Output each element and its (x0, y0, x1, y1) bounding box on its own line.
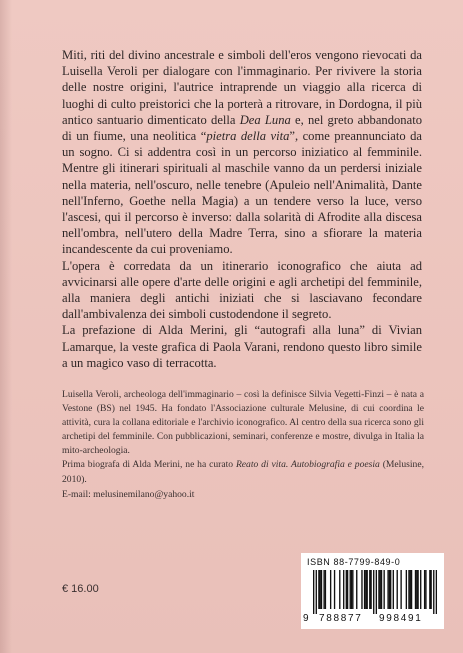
barcode-bar (318, 570, 319, 609)
barcode-bar (350, 570, 351, 609)
bio-paragraph-2: Prima biografa di Alda Merini, ne ha curato Reato di vita. Autobiografia e poesia (Melusine, 2010). (62, 459, 424, 485)
barcode-bar (393, 570, 394, 609)
barcode-bar (411, 570, 412, 609)
barcode-bar (433, 570, 434, 614)
barcode-bar (416, 570, 417, 609)
barcode-bar (361, 570, 362, 609)
barcode-bar (323, 570, 324, 609)
barcode-bar (370, 570, 371, 609)
barcode-bar (430, 570, 431, 609)
barcode-left-group: 788877 (319, 613, 363, 624)
barcode-right-group: 998491 (379, 613, 423, 624)
barcode-bar (390, 570, 391, 609)
barcode-bar (397, 570, 398, 609)
barcode-bar (325, 570, 326, 609)
barcode-bar (436, 570, 437, 614)
book-description (62, 47, 422, 371)
barcode-bar (356, 570, 357, 609)
description-paragraph-1: Miti, riti del divino ancestrale e simboli dell'eros vengono rievocati da Luisella Veroli per dialogare con l'immaginario. Per rivivere la storia delle nostre origini, l'autrice intraprende un viaggio alla ricerca di luoghi di culto preistorici che la porterà a ritrovare, in Dordogna, il più antico santuario dimenticato della Dea Luna e, nel greto abbandonato di un fiume, una neolitica “pietra della vita”, come preannunciato da un sogno. Ci si addentra così in un percorso iniziatico al femminile. Mentre gli itinerari spirituali al maschile vanno da un perdersi iniziale nella materia, nell'oscuro, nelle tenebre (Apuleio nell'Animalità, Dante nell'Inferno, Goethe nella Magia) a un tendere verso la luce, verso l'ascesi, qui il percorso è inverso: dalla solarità di Afrodite alla discesa nell'ombra, nell'utero della Madre Terra, sino a sfiorare la materia incandescente da cui proveniamo. (62, 48, 422, 257)
barcode-bar (408, 570, 409, 609)
barcode-bar (334, 570, 335, 609)
barcode-bar (320, 570, 321, 609)
barcode-bar (352, 570, 353, 609)
description-paragraph-2: L'opera è corredata da un itinerario iconografico che aiuta ad avvicinarsi alle opere d'arte delle origini e agli archetipi del femminile, alla maniera degli antichi iniziati che si lasciavano fecondare dall'ambivalenza dei simboli custodendone il segreto. (62, 258, 422, 322)
barcode-bars (313, 570, 437, 614)
barcode-bar (364, 570, 365, 609)
price-label: € 16.00 (62, 583, 99, 595)
barcode-bar (425, 570, 426, 609)
barcode-bar (321, 570, 322, 609)
author-bio (62, 388, 424, 487)
barcode-bar (429, 570, 430, 609)
barcode-bar (365, 570, 366, 609)
barcode-bar (313, 570, 314, 614)
barcode-bar (383, 570, 384, 609)
barcode-bar (339, 570, 340, 609)
barcode-bar (420, 570, 421, 609)
barcode-bar (378, 570, 379, 609)
barcode-bar (424, 570, 425, 609)
barcode-bar (343, 570, 344, 609)
barcode-bar (367, 570, 368, 609)
barcode-bar (410, 570, 411, 609)
barcode-bar (369, 570, 370, 609)
author-email: E-mail: melusinemilano@yahoo.it (62, 489, 195, 500)
barcode-bar (380, 570, 381, 609)
barcode-first-digit: 9 (303, 613, 311, 624)
isbn-number: ISBN 88-7799-849-0 (307, 557, 401, 567)
spine-shadow (0, 0, 12, 653)
barcode-bar (387, 570, 388, 609)
barcode-bar (415, 570, 416, 609)
barcode-bar (330, 570, 331, 609)
barcode-bar (347, 570, 348, 609)
description-paragraph-3: La prefazione di Alda Merini, gli “autografi alla luna” di Vivian Lamarque, la veste grafica di Paola Varani, rendono questo libro simile a un magico vaso di terracotta. (62, 323, 422, 370)
barcode-bar (373, 570, 374, 614)
barcode-bar (406, 570, 407, 609)
barcode-bar (381, 570, 382, 609)
barcode-bar (389, 570, 390, 609)
barcode-bar (417, 570, 418, 609)
isbn-barcode-label (301, 553, 444, 629)
barcode-bar (351, 570, 352, 609)
barcode-bar (316, 570, 317, 614)
barcode-bar (376, 570, 377, 614)
bio-paragraph-1: Luisella Veroli, archeologa dell'immaginario – così la definisce Silvia Vegetti-Finzi – è nata a Vestone (BS) nel 1945. Ha fondato l'Associazione culturale Melusine, di cui coordina le attività, cura la collana editoriale e l'archivio iconografico. Al centro della sua ricerca sono gli archetipi del femminile. Con pubblicazioni, seminari, conferenze e mostre, divulga in Italia la mito-archeologia. (62, 389, 424, 457)
barcode-bar (400, 570, 401, 609)
barcode-bar (346, 570, 347, 609)
